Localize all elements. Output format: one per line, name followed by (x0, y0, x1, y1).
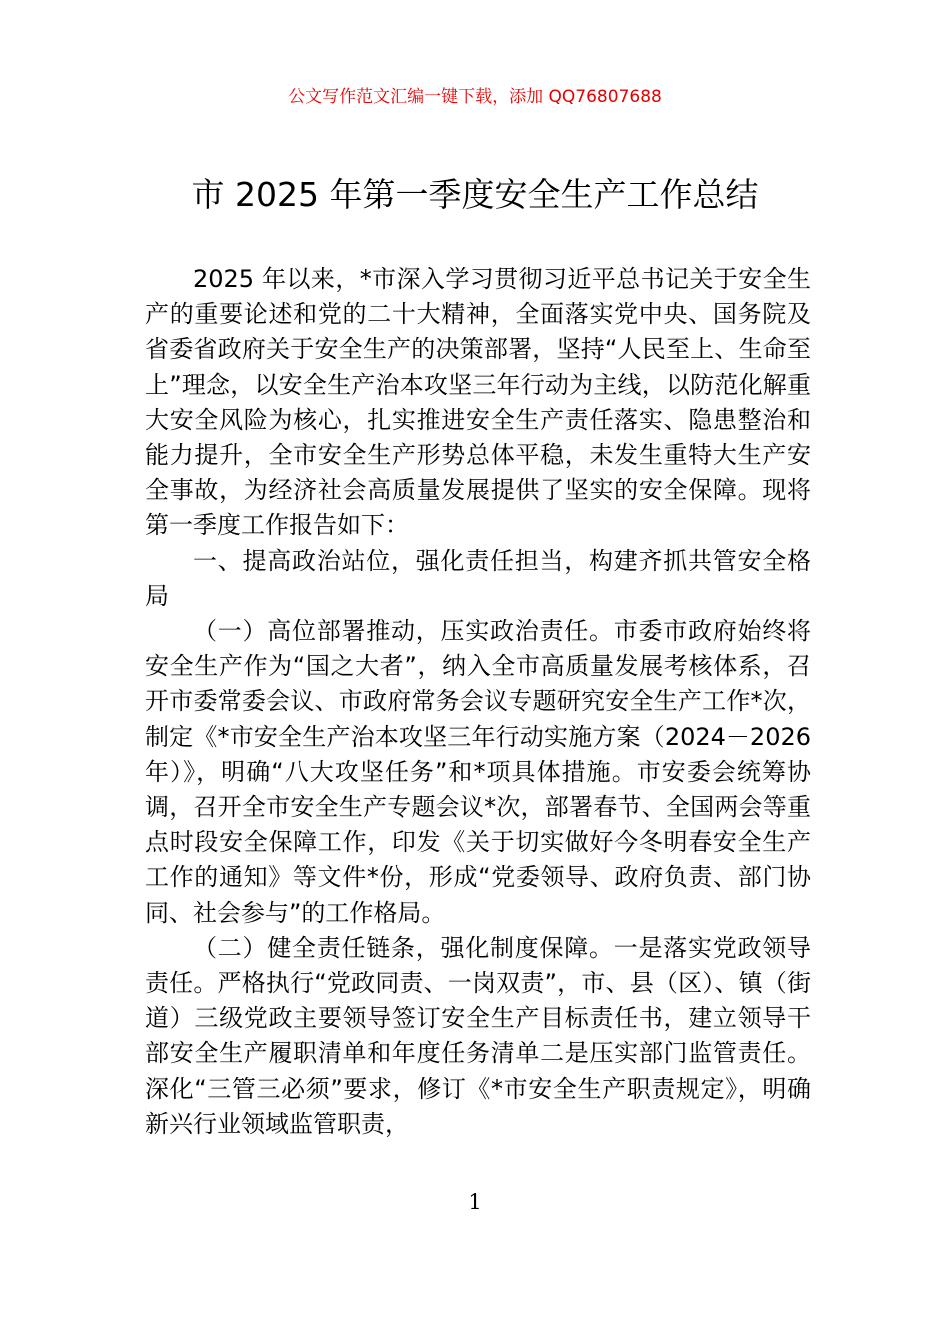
intro-paragraph: 2025 年以来，*市深入学习贯彻习近平总书记关于安全生产的重要论述和党的二十大精神，全面落实党中央、国务院及省委省政府关于安全生产的决策部署，坚持“人民至上、生命至上”理念，以安全生产治本攻坚三年行动为主线，以防范化解重大安全风险为核心，扎实推进安全生产责任落实、隐患整治和能力提升，全市安全生产形势总体平稳，未发生重特大生产安全事故，为经济社会高质量发展提供了坚实的安全保障。现将第一季度工作报告如下： (145, 265, 811, 540)
page-number: 1 (468, 1190, 482, 1214)
document-title: 市 2025 年第一季度安全生产工作总结 (191, 175, 759, 214)
subsection-paragraph-2: （二）健全责任链条，强化制度保障。一是落实党政领导责任。严格执行“党政同责、一岗双责”，市、县（区）、镇（街道）三级党政主要领导签订安全生产目标责任书，建立领导干部安全生产履职清单和年度任务清单二是压实部门监管责任。深化“三管三必须”要求，修订《*市安全生产职责规定》，明确新兴行业领域监管职责， (145, 933, 811, 1138)
download-notice: 公文写作范文汇编一键下载，添加 QQ76807688 (288, 87, 662, 107)
document-body (145, 262, 811, 1142)
section-heading-1: 一、提高政治站位，强化责任担当，构建齐抓共管安全格局 (145, 546, 811, 610)
subsection-paragraph-1: （一）高位部署推动，压实政治责任。市委市政府始终将安全生产作为“国之大者”，纳入全市高质量发展考核体系，召开市委常委会议、市政府常务会议专题研究安全生产工作*次，制定《*市安全生产治本攻坚三年行动实施方案（2024－2026 年）》，明确“八大攻坚任务”和*项具体措施。市安委会统筹协调，召开全市安全生产专题会议*次，部署春节、全国两会等重点时段安全保障工作，印发《关于切实做好今冬明春安全生产工作的通知》等文件*份，形成“党委领导、政府负责、部门协同、社会参与”的工作格局。 (145, 617, 811, 927)
